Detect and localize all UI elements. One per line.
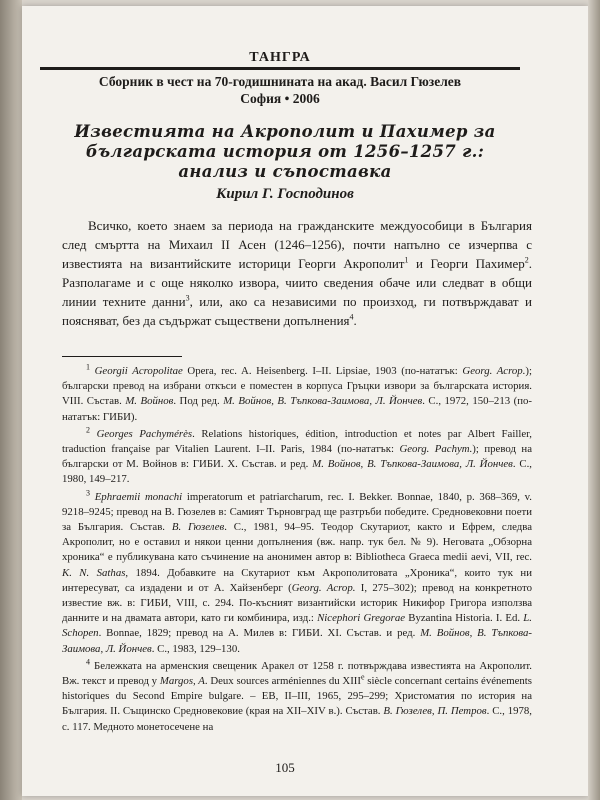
footnote-number: 2 — [86, 425, 90, 435]
footnote-italic: Georges Pachymérès — [96, 427, 193, 440]
footnote-separator — [62, 356, 182, 357]
footnote-italic: Georg. Acrop. — [291, 581, 356, 594]
footnote-ref[interactable]: 3 — [185, 293, 190, 303]
footnote — [62, 659, 532, 735]
footnote-ref[interactable]: 1 — [404, 255, 409, 265]
footnote-text: Бележката на арменския свещеник Аракел от 1258 г. потвърждава известията на Акрополит. Вж. текст и превод у — [62, 659, 532, 688]
footnote-text: I, 275–302); превод на конкретното известие вж. в: ГИБИ, VIII, с. 294. По-късният византийски историк Никифор Григора използва данните и на двамата автори, като ги комбинира, изд.: — [62, 581, 532, 625]
footnote — [62, 427, 532, 488]
body-paragraph — [62, 216, 532, 330]
footnote-text: . С., 1981, 94–95. Теодор Скутариот, както и Ефрем, следва Акрополит, но е оставил и някои ценни допълнения (вж. напр. тук бел. № 9). Неговата „Обзорна хроника“ е публикувана като съчинение на анонимен автор в: Bibliotheca Graeca medii aevi, VII, rec. — [62, 521, 532, 564]
footnotes — [62, 364, 532, 737]
footnote-text: ); превод на български от М. Войнов в: ГИБИ. Х. Състав. и ред. — [62, 443, 533, 471]
page-number: 105 — [275, 760, 295, 775]
footnote-text: . Deux sources arméniennes du XIII — [204, 675, 361, 688]
body-text: . Разполагаме и с още няколко извора, чиито сведения обаче или следват в общи линии техните данни — [62, 256, 533, 309]
footnote-text: . Под ред. — [173, 395, 224, 408]
footnote-ref[interactable]: 4 — [349, 312, 354, 322]
footnote-text: . Bonnae, 1829; превод на А. Милев в: ГИБИ. XI. Състав. и ред. — [98, 627, 421, 640]
footnote-italic: М. Войнов, В. Тъпкова-Заимова, Л. Йончев — [312, 458, 513, 471]
footnote-text: . С., 1983, 129–130. — [151, 642, 240, 655]
footnote-text: Byzantina Historia. I. Ed. — [405, 612, 524, 625]
footnote-text: ); български превод на избрани откъси е поместен в корпуса Гръцки извори за българската история. VIII. Състав. — [62, 365, 533, 408]
footnote-text: . Relations historiques, édition, introduction et notes par Albert Failler, traduction française par Vitalien Laurent. I–II. Paris, 1984 (по-нататък: — [62, 427, 532, 456]
footnote-number: 1 — [86, 362, 90, 372]
century-superscript: e — [361, 672, 365, 682]
title-line: анализ и съпоставка — [178, 162, 392, 181]
title-line: Известията на Акрополит и Пахимер за — [74, 122, 496, 141]
running-header — [40, 50, 520, 107]
footnote-italic: L. Schopen — [62, 612, 533, 640]
footnote-italic: Ephraemii monachi — [94, 490, 183, 503]
title-line: българската история от 1256–1257 г.: — [85, 142, 485, 161]
publication-place-year: София • 2006 — [240, 91, 320, 106]
body-text: . — [353, 313, 357, 328]
footnote-ref[interactable]: 2 — [524, 255, 529, 265]
book-gutter-shadow — [0, 0, 22, 800]
header-rule — [40, 67, 520, 70]
footnote-text: Opera, rec. A. Heisenberg. I–II. Lipsiae, 1903 (по-нататък: — [182, 365, 463, 377]
page-edge — [588, 0, 600, 800]
body-text: Всичко, което знаем за периода на гражданските междуособици в България след смъртта на Михаил II Асен (1246–1256), почти напълно се изчерпва с известията на византийските историци Георги Акрополит — [62, 218, 532, 271]
footnote-text: . С., 1978, с. 117. Медното монетосечене на — [62, 705, 532, 733]
footnote-text: imperatorum et patriarcharum, rec. I. Bekker. Bonnae, 1840, p. 368–369, v. 9218–9245; превод на В. Гюзелев в: Самият Търновград ще разтръби победите. Средновековни поети за България. Състав. — [62, 490, 532, 534]
body-text: , или, ако са независими по произход, ги потвърждават и поясняват, без да съдържат съществени допълнения — [62, 294, 533, 328]
journal-name: ТАНГРА — [249, 50, 311, 65]
footnote-number: 3 — [86, 488, 90, 498]
body-text: и Георги Пахимер — [408, 256, 525, 271]
footnote-italic: В. Гюзелев — [171, 521, 225, 534]
footnote-italic: Georg. Acrop. — [462, 365, 526, 377]
footnote-italic: М. Войнов, В. Тъпкова-Заимова, Л. Йончев — [62, 627, 532, 655]
footnote-text: . С., 1972, 150–213 (по-нататък: ГИБИ). — [62, 395, 532, 423]
article-title — [40, 122, 530, 182]
footnote-italic: М. Войнов, В. Тъпкова-Заимова, Л. Йончев — [223, 395, 423, 408]
footnote-number: 4 — [86, 657, 90, 667]
footnote-text: , 1894. Добавките на Скутариот към Акрополитовата „Хроника“, които тук ни интересуват, са издадени и от А. Хайзенберг ( — [62, 566, 532, 594]
footnote-italic: K. N. Sathas — [62, 566, 126, 579]
footnote-italic: Georgii Acropolitae — [94, 365, 183, 377]
volume-subtitle: Сборник в чест на 70-годишнината на акад. Васил Гюзелев — [98, 74, 462, 89]
footnote-text: . С., 1980, 149–217. — [62, 458, 532, 486]
footnote-italic: М. Войнов — [125, 395, 174, 408]
article-author: Кирил Г. Господинов — [216, 186, 354, 202]
footnote-italic: Nicephori Gregorae — [317, 612, 406, 625]
footnote-italic: Margos, A — [159, 675, 205, 688]
footnote-italic: В. Гюзелев, П. Петров — [383, 705, 487, 718]
footnote — [62, 490, 532, 657]
footnote-italic: Georg. Pachym. — [399, 443, 473, 456]
footnote — [62, 364, 532, 425]
footnote-text: siècle concernant certains événements historiques du Second Empire bulgare. – EB, II–III, 1965, 295–299; Христоматия по история на България. II. Същинско Средновековие (края на XII–XIV в.). Състав. — [62, 675, 533, 718]
